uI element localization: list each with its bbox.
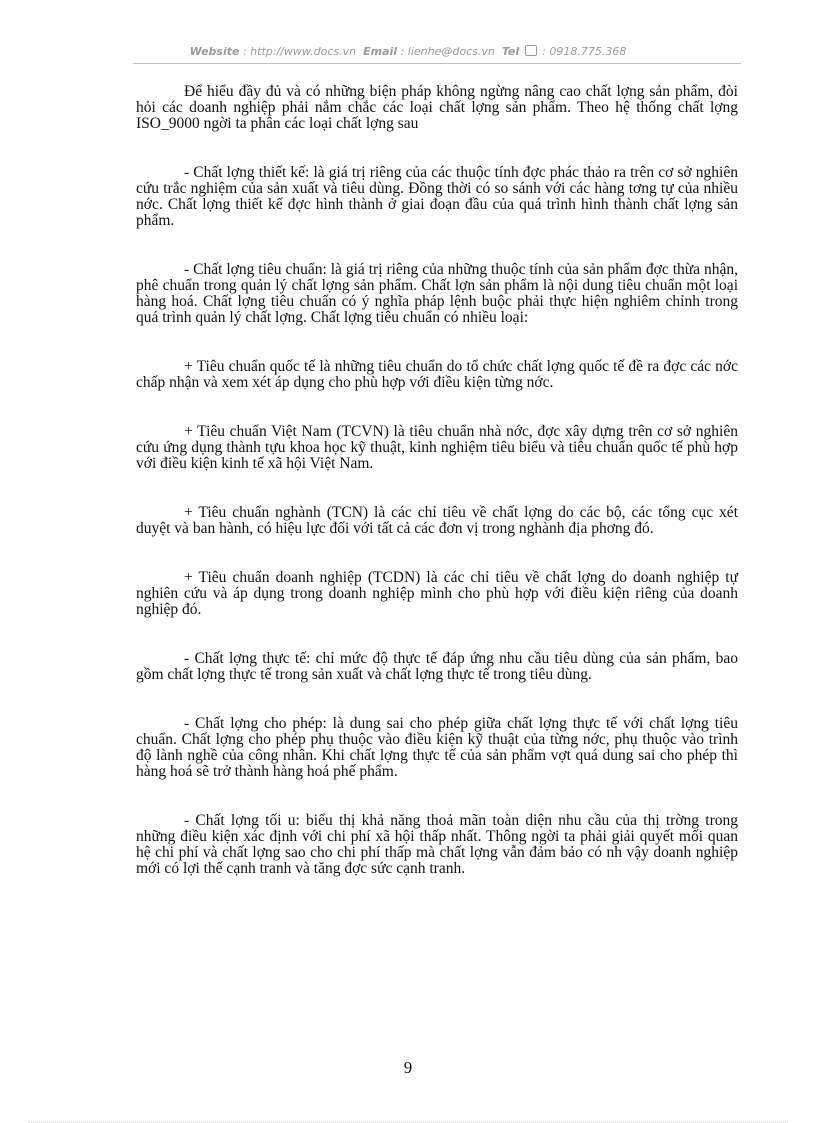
page-number: 9 xyxy=(403,1058,413,1077)
email-label: Email xyxy=(363,45,398,58)
email-value: : lienhe@docs.vn xyxy=(400,45,495,58)
website-label: Website xyxy=(189,45,240,58)
paragraph-5: + Tiêu chuẩn Việt Nam (TCVN) là tiêu chuẩn nhà nớc, đợc xây dựng trên cơ sở nghiên cứu ứng dụng thành tựu khoa học kỹ thuật, kinh nghiệm tiêu biểu và tiêu chuẩn quốc tế phù hợp với điều kiện kinh tế xã hội Việt Nam. xyxy=(136,423,738,472)
website-value: : http://www.docs.vn xyxy=(242,45,357,58)
page-header xyxy=(0,45,816,58)
tel-label: Tel xyxy=(501,45,520,58)
phone-icon xyxy=(525,45,537,56)
header-divider xyxy=(133,63,741,64)
paragraph-8: - Chất lợng thực tế: chỉ mức độ thực tế đáp ứng nhu cầu tiêu dùng của sản phẩm, bao gồm chất lợng thực tế trong sản xuất và chất lợng thực tế trong tiêu dùng. xyxy=(136,650,738,683)
paragraph-7: + Tiêu chuẩn doanh nghiệp (TCDN) là các chỉ tiêu về chất lợng do doanh nghiệp tự nghiên cứu và áp dụng trong doanh nghiệp mình cho phù hợp với điều kiện riêng của doanh nghiệp đó. xyxy=(136,569,738,618)
paragraph-3: - Chất lợng tiêu chuẩn: là giá trị riêng của những thuộc tính của sản phẩm đợc thừa nhận, phê chuẩn trong quản lý chất lợng sản phẩm. Chất lợn sản phẩm là nội dung tiêu chuẩn một loại hàng hoá. Chất lợng tiêu chuẩn có ý nghĩa pháp lệnh buộc phải thực hiện nghiêm chỉnh trong quá trình quản lý chất lợng. Chất lợng tiêu chuẩn có nhiều loại: xyxy=(136,261,738,326)
paragraph-6: + Tiêu chuẩn nghành (TCN) là các chỉ tiêu về chất lợng do các bộ, các tổng cục xét duyệt và ban hành, có hiệu lực đối với tất cả các đơn vị trong nghành địa phơng đó. xyxy=(136,504,738,537)
paragraph-10: - Chất lợng tối u: biểu thị khả năng thoả mãn toàn diện nhu cầu của thị trờng trong những điều kiện xác định với chi phí xã hội thấp nhất. Thông ngời ta phải giải quyết mối quan hệ chi phí và chất lợng sao cho chi phí thấp mà chất lợng vẫn đảm bảo có nh vậy doanh nghiệp mới có lợi thế cạnh tranh và tăng đợc sức cạnh tranh. xyxy=(136,812,738,877)
paragraph-2: - Chất lợng thiết kế: là giá trị riêng của các thuộc tính đợc phác thảo ra trên cơ sở nghiên cứu trắc nghiệm của sản xuất và tiêu dùng. Đồng thời có so sánh với các hàng tơng tự của nhiều nớc. Chất lợng thiết kế đợc hình thành ở giai đoạn đầu của quá trình hình thành chất lợng sản phẩm. xyxy=(136,164,738,229)
paragraph-1: Để hiểu đầy đủ và có những biện pháp không ngừng nâng cao chất lợng sản phẩm, đòi hỏi các doanh nghiệp phải nắm chắc các loại chất lợng sản phẩm. Theo hệ thống chất lợng ISO_9000 ngời ta phân các loại chất lợng sau xyxy=(136,83,738,132)
tel-value: : 0918.775.368 xyxy=(542,45,627,58)
paragraph-9: - Chất lợng cho phép: là dung sai cho phép giữa chất lợng thực tế với chất lợng tiêu chuẩn. Chất lợng cho phép phụ thuộc vào điều kiện kỹ thuật của từng nớc, phụ thuộc vào trình độ lành nghề của công nhân. Khi chất lợng thực tế của sản phẩm vợt quá dung sai cho phép thì hàng hoá sẽ trở thành hàng hoá phế phẩm. xyxy=(136,715,738,780)
paragraph-4: + Tiêu chuẩn quốc tế là những tiêu chuẩn do tổ chức chất lợng quốc tế đề ra đợc các nớc chấp nhận và xem xét áp dụng cho phù hợp với điều kiện từng nớc. xyxy=(136,358,738,391)
document-body xyxy=(136,84,738,877)
